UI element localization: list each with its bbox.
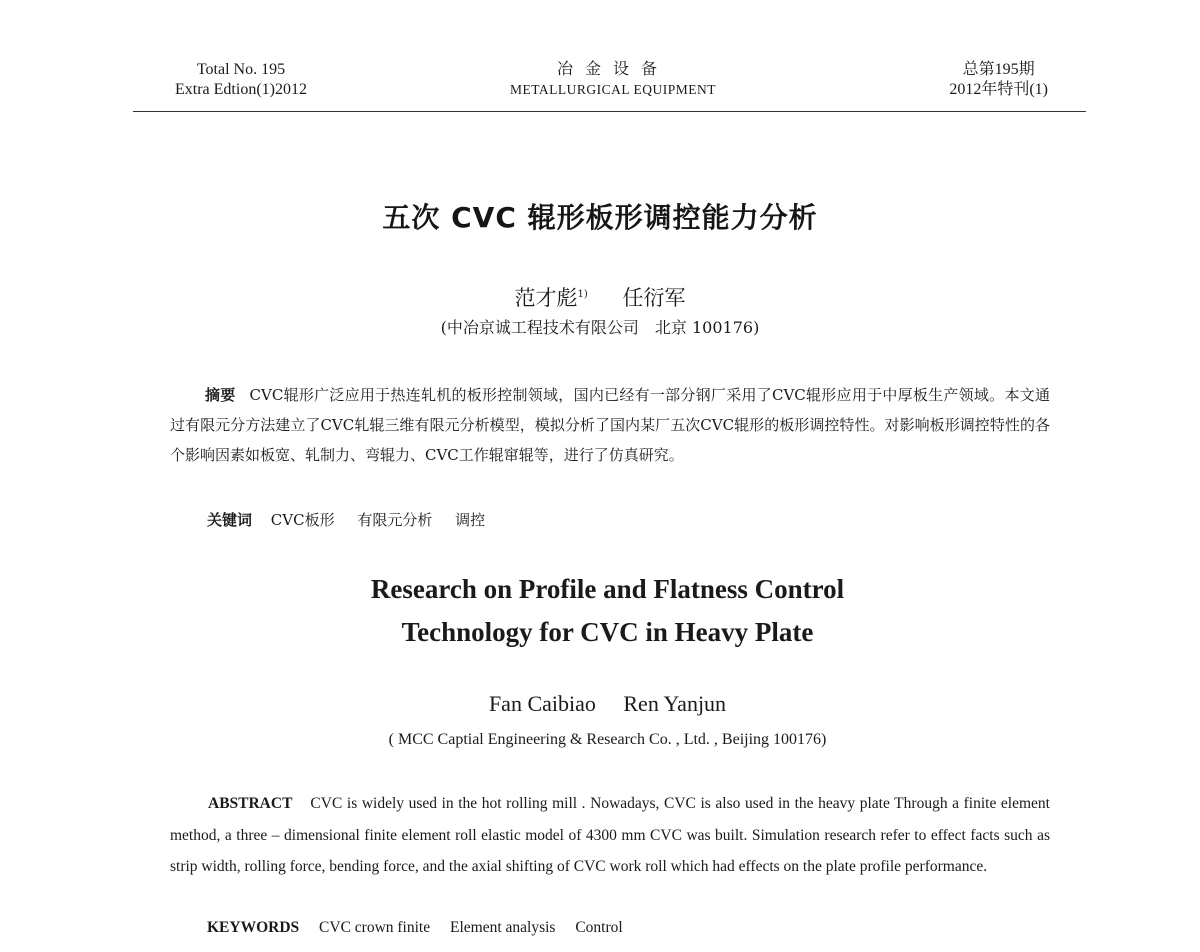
cn-author-1 xyxy=(515,286,588,310)
cn-abstract-text: CVC辊形广泛应用于热连轧机的板形控制领域，国内已经有一部分钢厂采用了CVC辊形应用于中厚板生产领域。本文通过有限元分方法建立了CVC轧辊三维有限元分析模型，模拟分析了国内某厂五次CVC辊形的板形调控特性。对影响板形调控特性的各个影响因素如板宽、轧制力、弯辊力、CVC工作辊窜辊等，进行了仿真研究。 xyxy=(170,386,1050,464)
en-keyword: Control xyxy=(575,919,623,936)
en-paper-title xyxy=(0,568,1200,654)
en-title-line-1: Research on Profile and Flatness Control xyxy=(370,574,845,604)
cn-author-1-footnote-mark: 1) xyxy=(577,289,588,300)
en-title-line-2: Technology for CVC in Heavy Plate xyxy=(401,617,814,647)
cn-keywords-label: 关键词 xyxy=(207,511,253,529)
en-affiliation: ( MCC Captial Engineering & Research Co. , Ltd. , Beijing 100176) xyxy=(388,731,827,748)
cn-paper-title: 五次 CVC 辊形板形调控能力分析 xyxy=(382,201,818,234)
header-total-number: Total No. 195 xyxy=(196,61,286,78)
en-keywords-label: KEYWORDS xyxy=(207,919,300,936)
cn-abstract-label: 摘要 xyxy=(205,386,236,404)
header-journal-name-en: METALLURGICAL EQUIPMENT xyxy=(509,82,717,97)
en-keyword: CVC crown finite xyxy=(319,919,431,936)
header-divider xyxy=(133,111,1086,112)
en-author-line xyxy=(0,689,1200,719)
en-abstract-label: ABSTRACT xyxy=(208,795,293,812)
cn-keyword: 有限元分析 xyxy=(357,511,433,529)
header-issue-info-cn xyxy=(949,60,1048,100)
cn-keywords xyxy=(207,506,503,534)
en-author-2: Ren Yanjun xyxy=(623,691,727,716)
header-issue-info xyxy=(175,60,307,100)
header-journal-name xyxy=(463,60,763,100)
cn-keyword: CVC板形 xyxy=(270,511,335,529)
cn-abstract xyxy=(170,380,1050,470)
cn-author-2: 任衍军 xyxy=(622,286,686,310)
en-keyword: Element analysis xyxy=(449,919,556,936)
header-total-number-cn: 总第195期 xyxy=(962,61,1035,78)
page-header xyxy=(133,56,1086,112)
header-edition-cn: 2012年特刊(1) xyxy=(949,81,1048,98)
cn-author-line xyxy=(0,281,1200,312)
cn-author-1-name: 范才彪 xyxy=(514,286,578,310)
cn-affiliation: (中冶京诚工程技术有限公司 北京 100176) xyxy=(440,318,760,337)
cn-keyword: 调控 xyxy=(455,511,486,529)
en-keywords xyxy=(207,914,639,942)
header-journal-name-cn: 冶金设备 xyxy=(556,61,669,78)
header-edition: Extra Edtion(1)2012 xyxy=(175,81,307,98)
en-abstract-text: CVC is widely used in the hot rolling mill . Nowadays, CVC is also used in the heavy plate Through a finite element method, a three – dimensional finite element roll elastic model of 4300 mm CVC was built. Simulation research refer to effect facts such as strip width, rolling force, bending force, and the axial shifting of CVC work roll which had effects on the plate profile performance. xyxy=(170,795,1050,875)
en-abstract xyxy=(170,788,1050,883)
en-author-1: Fan Caibiao xyxy=(488,691,596,716)
